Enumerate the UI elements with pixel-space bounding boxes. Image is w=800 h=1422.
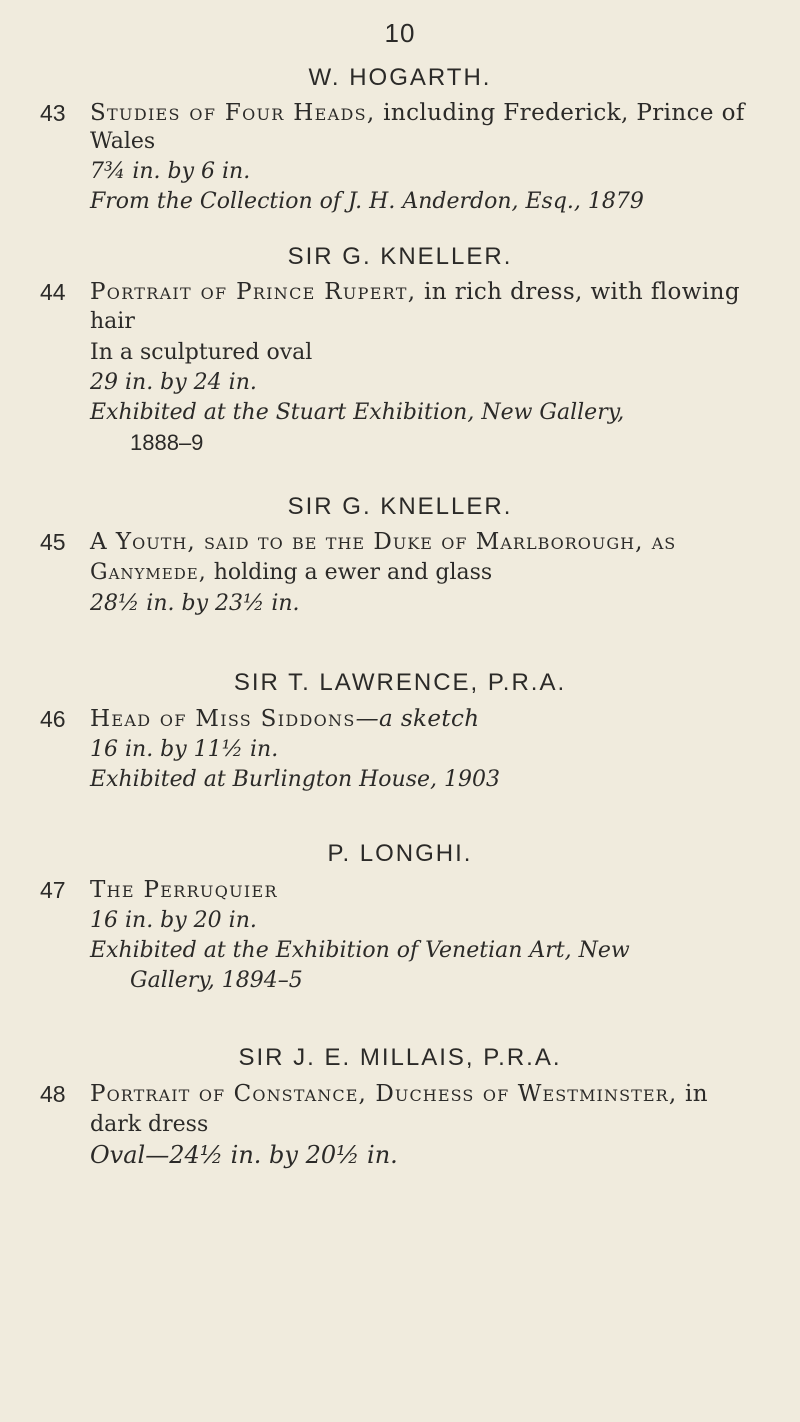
lot-title xyxy=(90,1081,790,1108)
lot-number: 43 xyxy=(40,100,66,126)
lot-title-continued: hair xyxy=(90,309,135,334)
artist-heading: W. HOGARTH. xyxy=(308,64,492,91)
lot-title-caps: A Youth, said to be the Duke of Marlborough, as xyxy=(90,529,677,555)
lot-title-caps: Portrait of Constance, Duchess of Westminster, xyxy=(90,1081,678,1107)
artist-heading: P. LONGHI. xyxy=(327,840,473,867)
lot-note: In a sculptured oval xyxy=(90,340,313,365)
lot-title xyxy=(90,529,790,556)
artist-heading: SIR T. LAWRENCE, P.R.A. xyxy=(233,669,567,696)
lot-number: 48 xyxy=(40,1081,66,1107)
lot-number: 44 xyxy=(40,279,66,305)
lot-title-continued: Wales xyxy=(90,129,156,154)
lot-number: 47 xyxy=(40,877,66,903)
lot-title-text: —a sketch xyxy=(355,706,480,732)
lot-exhibited: Exhibited at the Stuart Exhibition, New Gallery, xyxy=(90,400,625,425)
lot-title-continued: dark dress xyxy=(90,1112,209,1137)
lot-title-caps: Ganymede, xyxy=(90,560,207,585)
lot-size: 29 in. by 24 in. xyxy=(90,370,257,395)
lot-exhibited: Exhibited at the Exhibition of Venetian Art, New xyxy=(90,938,630,963)
lot-title-text: including Frederick, Prince of xyxy=(375,100,745,126)
page-number: 10 xyxy=(384,18,416,48)
lot-title-text: in xyxy=(677,1081,708,1107)
artist-heading: SIR J. E. MILLAIS, P.R.A. xyxy=(238,1044,562,1071)
lot-provenance: From the Collection of J. H. Anderdon, Esq., 1879 xyxy=(90,189,644,214)
lot-title-caps: Studies of Four Heads, xyxy=(90,100,376,126)
lot-title-continued xyxy=(90,559,492,587)
lot-size: 16 in. by 11½ in. xyxy=(90,737,279,762)
lot-title-text: in rich dress, with flowing xyxy=(416,279,740,305)
lot-title xyxy=(90,279,790,306)
lot-title-caps: The Perruquier xyxy=(90,877,278,903)
artist-heading: SIR G. KNELLER. xyxy=(287,493,513,520)
lot-size: Oval—24½ in. by 20½ in. xyxy=(90,1141,398,1169)
lot-size: 16 in. by 20 in. xyxy=(90,908,257,933)
lot-exhibited: Exhibited at Burlington House, 1903 xyxy=(90,767,500,792)
lot-number: 46 xyxy=(40,706,66,732)
lot-title-caps: Portrait of Prince Rupert, xyxy=(90,279,417,305)
lot-title xyxy=(90,877,790,904)
lot-title-text: holding a ewer and glass xyxy=(206,560,493,585)
artist-heading: SIR G. KNELLER. xyxy=(287,243,513,270)
lot-number: 45 xyxy=(40,529,66,555)
lot-title xyxy=(90,706,790,733)
lot-exhibited-year: 1888–9 xyxy=(130,430,204,455)
lot-size: 28½ in. by 23½ in. xyxy=(90,591,300,616)
lot-size: 7¾ in. by 6 in. xyxy=(90,159,251,184)
lot-title xyxy=(90,100,790,127)
lot-title-caps: Head of Miss Siddons xyxy=(90,706,356,732)
lot-exhibited-continued: Gallery, 1894–5 xyxy=(130,968,303,993)
